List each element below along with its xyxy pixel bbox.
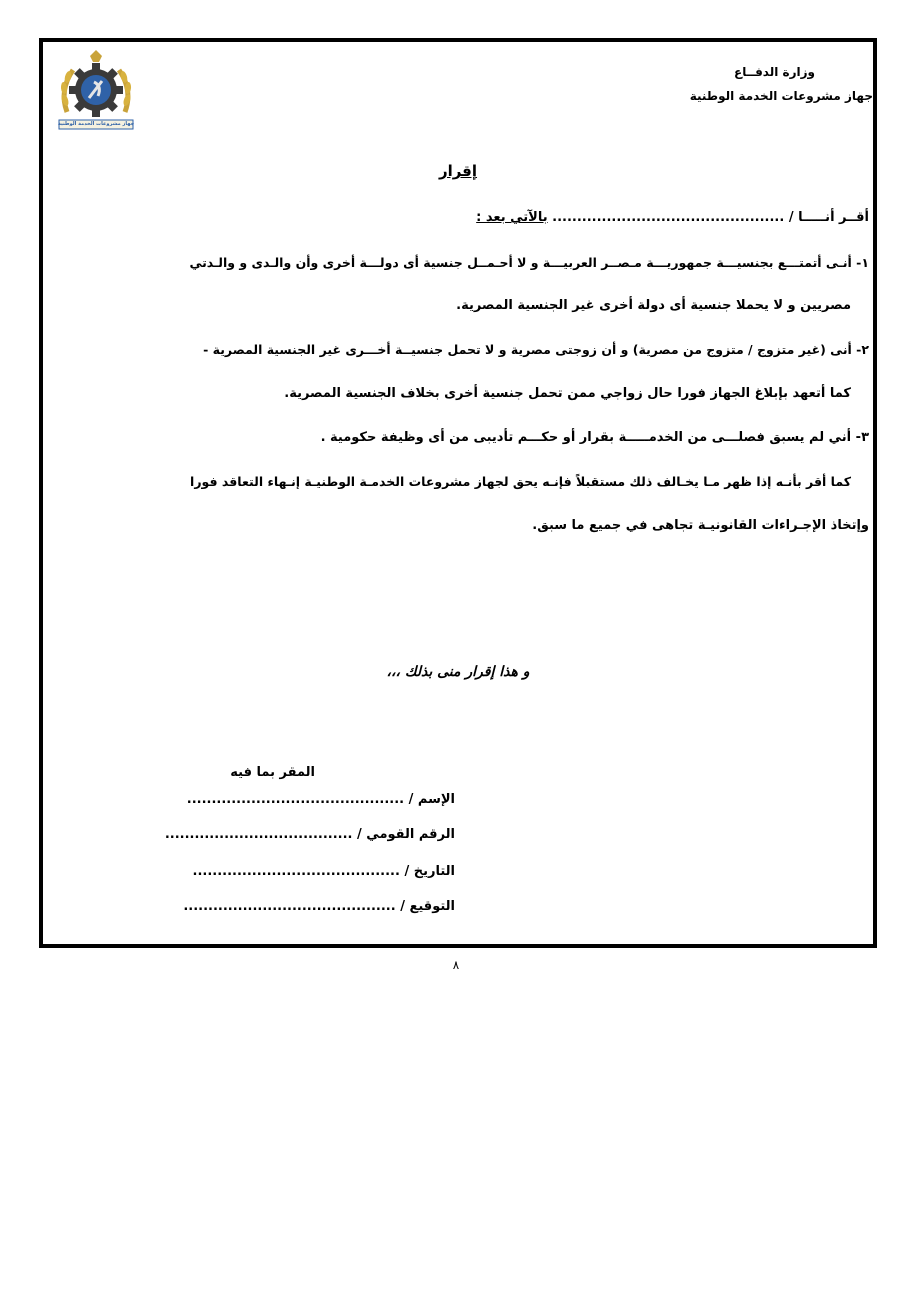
- logo-caption: جهاز مشروعات الخدمة الوطنية: [57, 121, 135, 127]
- ministry-name: وزارة الدفــاع: [734, 65, 815, 79]
- clause-2-line-2: كما أتعهد بإبلاغ الجهاز فورا حال زواجي ممن تحمل جنسية أخرى بخلاف الجنسية المصرية.: [284, 386, 851, 401]
- field-dots: ......................................: [164, 827, 353, 842]
- document-title: إقرار: [438, 162, 478, 180]
- signature-field-date: [193, 864, 456, 879]
- declarant-prefix: أقــر أنـــــا /: [788, 210, 869, 225]
- closing-statement: و هذا إقرار منى بذلك ،،،: [386, 664, 530, 680]
- organization-name: جهاز مشروعات الخدمة الوطنية: [689, 89, 873, 103]
- field-label: الإسم /: [408, 792, 455, 807]
- field-label: الرقم القومي /: [357, 827, 455, 842]
- clause-1-line-1: ١- أنـى أتمتـــع بجنسيـــة جمهوريـــة مـصــر العربيـــة و لا أحـمــل جنسية أى دولـــة أخرى وأن والـدى و والـدتي: [189, 255, 869, 270]
- signature-field-signature: [183, 899, 455, 914]
- signature-field-national-id: [165, 827, 455, 842]
- page-number: ٨: [452, 958, 460, 972]
- field-label: التوقيع /: [400, 899, 455, 914]
- field-label: التاريخ /: [404, 864, 455, 879]
- clause-2-line-1: ٢- أنى (غير متزوج / متزوج من مصرية) و أن زوجتى مصرية و لا تحمل جنسيــة أخـــرى غير الجنسية المصرية -: [203, 342, 869, 357]
- field-dots: ..........................................: [192, 864, 400, 879]
- acknowledgement-line-2: وإتخاذ الإجـراءات القانونيـة تجاهى في جميع ما سبق.: [532, 518, 869, 533]
- field-dots: ............................................: [186, 792, 405, 807]
- signature-field-name: [187, 792, 455, 807]
- field-dots: ...........................................: [183, 899, 396, 914]
- document-frame: [39, 38, 877, 948]
- declarant-name-dots: ...............................................: [552, 210, 785, 225]
- clause-1-line-2: مصريين و لا يحملا جنسية أى دولة أخرى غير الجنسية المصرية.: [456, 298, 851, 313]
- declarant-suffix: بالآتي بعد :: [476, 210, 548, 225]
- signature-heading: المقر بما فيه: [230, 765, 315, 780]
- organization-logo: [53, 50, 139, 136]
- declarant-line: [476, 210, 869, 225]
- acknowledgement-line-1: كما أقر بأنـه إذا ظهر مـا يخـالف ذلك مستقبلاً فإنـه يحق لجهاز مشروعات الخدمـة الوطنيـة إنـهاء التعاقد فورا: [190, 474, 851, 489]
- clause-3-line-1: ٣- أني لم يسبق فصلـــى من الخدمـــــة بقرار أو حكـــم تأديبى من أى وظيفة حكومية .: [320, 430, 869, 445]
